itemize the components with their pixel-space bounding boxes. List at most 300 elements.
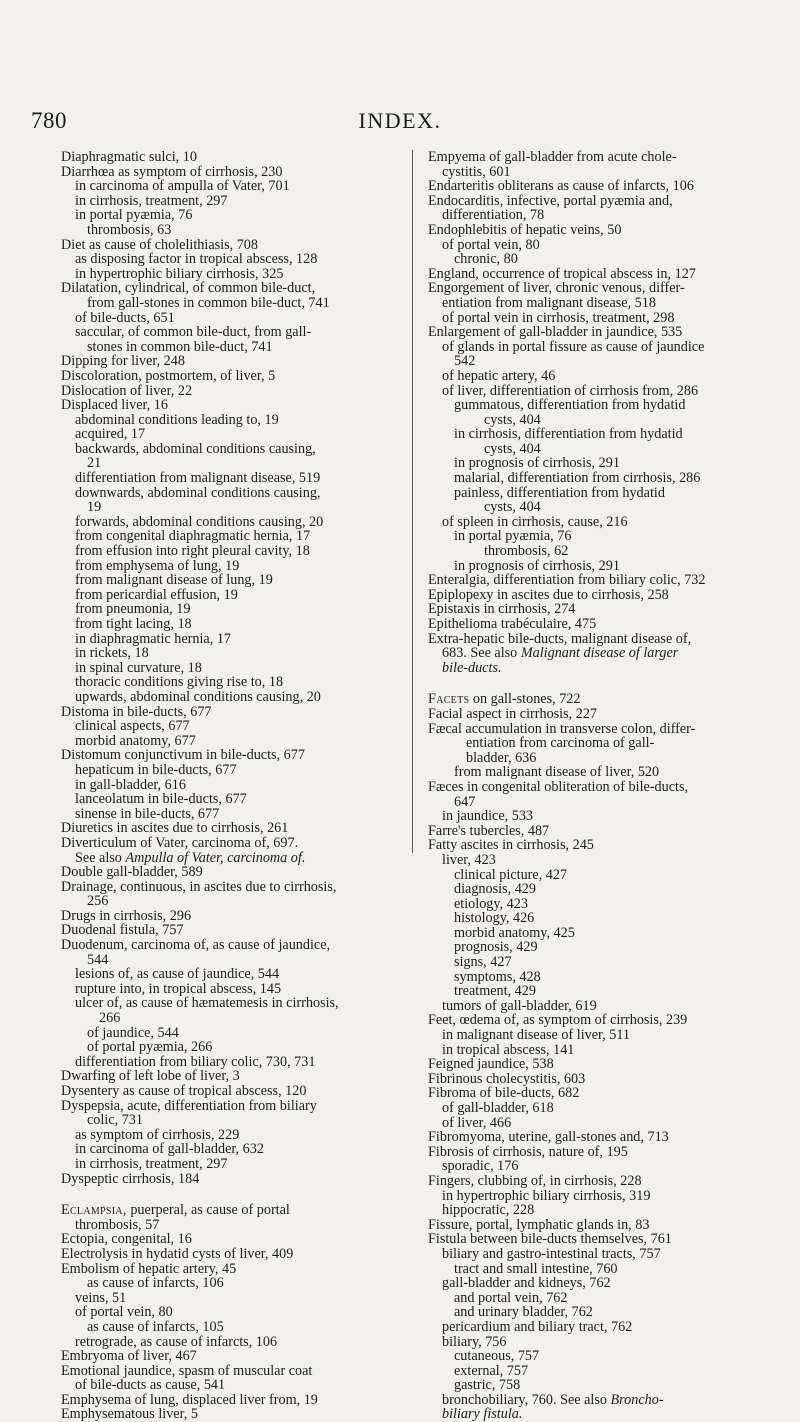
index-entry: [428, 897, 768, 912]
entry-text: lanceolatum in bile-ducts, 677: [75, 791, 247, 808]
entry-text: biliary, 756: [442, 1333, 507, 1350]
index-entry: [61, 194, 396, 209]
entry-text: chronic, 80: [454, 251, 518, 268]
entry-text: of liver, 466: [442, 1114, 512, 1131]
index-entry: [428, 1335, 768, 1350]
index-entry: [61, 1026, 396, 1041]
index-entry: [428, 340, 768, 355]
index-entry: [61, 865, 396, 880]
index-entry: [61, 1055, 396, 1070]
index-entry: [428, 736, 768, 751]
index-entry: [428, 1028, 768, 1043]
entry-text: bronchobiliary, 760. See also: [442, 1391, 611, 1408]
entry-text: and urinary bladder, 762: [454, 1304, 593, 1321]
index-entry: [61, 427, 396, 442]
entry-text: Drugs in cirrhosis, 296: [61, 907, 192, 924]
entry-text: Duodenal fistula, 757: [61, 922, 184, 939]
entry-text: in hypertrophic biliary cirrhosis, 325: [75, 265, 284, 282]
index-entry: [428, 809, 768, 824]
entry-text: in hypertrophic biliary cirrhosis, 319: [442, 1187, 651, 1204]
index-entry: [61, 734, 396, 749]
entry-text: Epistaxis in cirrhosis, 274: [428, 601, 576, 618]
section-gap: [61, 1186, 396, 1203]
entry-text: 19: [87, 499, 102, 516]
index-entry: [61, 1407, 396, 1422]
entry-text: etiology, 423: [454, 895, 528, 912]
index-entry: [428, 529, 768, 544]
index-entry: [61, 150, 396, 165]
running-head-title: INDEX.: [358, 108, 442, 133]
entry-text: differentiation, 78: [442, 207, 545, 224]
index-entry: [61, 909, 396, 924]
entry-text: of portal vein in cirrhosis, treatment, 298: [442, 309, 675, 326]
index-entry: [61, 1335, 396, 1350]
index-entry: [428, 707, 768, 722]
index-entry: [428, 369, 768, 384]
entry-text: Dilatation, cylindrical, of common bile-duct,: [61, 280, 316, 297]
entry-text: from effusion into right pleural cavity, 18: [75, 543, 310, 560]
index-entry: [61, 894, 396, 909]
entry-text: from emphysema of lung, 19: [75, 557, 240, 574]
index-entry: [428, 573, 768, 588]
entry-text: in cirrhosis, treatment, 297: [75, 192, 228, 209]
entry-text: in cirrhosis, differentiation from hydatid: [454, 426, 683, 443]
index-entry: [61, 296, 396, 311]
index-entry: [428, 442, 768, 457]
entry-text: from tight lacing, 18: [75, 616, 192, 632]
index-entry: [61, 500, 396, 515]
entry-text: backwards, abdominal conditions causing,: [75, 440, 316, 457]
entry-text: external, 757: [454, 1362, 529, 1379]
index-entry: [428, 751, 768, 766]
entry-text: cysts, 404: [484, 411, 541, 428]
index-entry: [61, 748, 396, 763]
index-entry: [428, 398, 768, 413]
index-entry: [61, 208, 396, 223]
entry-text: Fæces in congenital obliteration of bile-ducts,: [428, 778, 689, 795]
index-entry: [428, 1130, 768, 1145]
entry-text: Fibrosis of cirrhosis, nature of, 195: [428, 1143, 628, 1160]
entry-text: entiation from carcinoma of gall-: [466, 735, 655, 752]
entry-text: Endophlebitis of hepatic veins, 50: [428, 221, 622, 238]
index-entry: [61, 311, 396, 326]
cross-reference: biliary fistula.: [442, 1406, 523, 1422]
index-entry: [428, 179, 768, 194]
index-entry: [61, 384, 396, 399]
entry-text: Dipping for liver, 248: [61, 353, 185, 370]
cross-reference: bile-ducts.: [442, 659, 502, 676]
entry-text: abdominal conditions leading to, 19: [75, 411, 279, 428]
index-entry: [61, 661, 396, 676]
index-entry: [428, 325, 768, 340]
entry-text: tumors of gall-bladder, 619: [442, 997, 597, 1014]
entry-text: painless, differentiation from hydatid: [454, 484, 665, 501]
index-entry: [428, 208, 768, 223]
entry-text: lesions of, as cause of jaundice, 544: [75, 966, 280, 983]
entry-text: tract and small intestine, 760: [454, 1260, 618, 1277]
entry-text: in prognosis of cirrhosis, 291: [454, 455, 620, 472]
index-entry: [428, 238, 768, 253]
index-entry: [428, 1072, 768, 1087]
entry-text: signs, 427: [454, 954, 512, 971]
index-entry: [428, 999, 768, 1014]
entry-text: of bile-ducts as cause, 541: [75, 1377, 226, 1394]
entry-text: cysts, 404: [484, 440, 541, 457]
entry-text: in cirrhosis, treatment, 297: [75, 1155, 228, 1172]
entry-text: Emphysematous liver, 5: [61, 1406, 198, 1422]
index-entry: [61, 1157, 396, 1172]
entry-text: gummatous, differentiation from hydatid: [454, 397, 686, 414]
entry-text: Distomum conjunctivum in bile-ducts, 677: [61, 747, 305, 764]
index-entry: [61, 1320, 396, 1335]
index-entry: [61, 1011, 396, 1026]
entry-text: cystitis, 601: [442, 163, 511, 180]
index-entry: [428, 1145, 768, 1160]
entry-text: clinical aspects, 677: [75, 718, 190, 735]
index-entry: [428, 1174, 768, 1189]
index-entry: [428, 384, 768, 399]
index-entry: [61, 238, 396, 253]
index-entry: [428, 765, 768, 780]
entry-text: Duodenum, carcinoma of, as cause of jaundice,: [61, 937, 331, 954]
index-entry: [61, 967, 396, 982]
entry-text: Displaced liver, 16: [61, 397, 168, 414]
entry-text: from malignant disease of lung, 19: [75, 572, 273, 589]
entry-text: Diaphragmatic sulci, 10: [61, 149, 197, 165]
entry-text: and portal vein, 762: [454, 1289, 568, 1306]
entry-text: in malignant disease of liver, 511: [442, 1027, 631, 1044]
section-gap: [428, 675, 768, 692]
index-entry: [61, 646, 396, 661]
entry-text: acquired, 17: [75, 426, 146, 443]
index-entry: [61, 1172, 396, 1187]
entry-text: Discoloration, postmortem, of liver, 5: [61, 367, 276, 384]
index-entry: [428, 911, 768, 926]
page-header: [0, 104, 800, 144]
index-entry: [61, 471, 396, 486]
entry-text: thrombosis, 63: [87, 221, 172, 238]
entry-text: diagnosis, 429: [454, 881, 536, 898]
index-entry: [61, 1305, 396, 1320]
entry-text: Fingers, clubbing of, in cirrhosis, 228: [428, 1172, 642, 1189]
index-entry: [61, 953, 396, 968]
index-entry: [428, 1262, 768, 1277]
entry-text: malarial, differentiation from cirrhosis, 286: [454, 470, 701, 487]
index-entry: [428, 150, 768, 165]
index-entry: [61, 675, 396, 690]
index-entry: [428, 281, 768, 296]
entry-text: in prognosis of cirrhosis, 291: [454, 557, 620, 574]
entry-text: Diet as cause of cholelithiasis, 708: [61, 236, 258, 253]
index-entry: [428, 311, 768, 326]
entry-text: Epithelioma trabéculaire, 475: [428, 616, 597, 632]
index-entry: [428, 1189, 768, 1204]
entry-text: Fibroma of bile-ducts, 682: [428, 1085, 580, 1102]
entry-text: morbid anatomy, 677: [75, 732, 196, 749]
index-entry: [61, 1247, 396, 1262]
index-entry: [428, 252, 768, 267]
index-entry: [61, 544, 396, 559]
index-entry: [61, 369, 396, 384]
index-entry: [61, 486, 396, 501]
index-entry: [428, 882, 768, 897]
index-entry: [428, 722, 768, 737]
index-entry: [61, 1276, 396, 1291]
index-entry: [428, 795, 768, 810]
index-entry: [428, 926, 768, 941]
index-entry: [428, 853, 768, 868]
index-entry: [428, 559, 768, 574]
entry-text: 256: [87, 893, 109, 910]
entry-text: of jaundice, 544: [87, 1024, 179, 1041]
entry-text: histology, 426: [454, 910, 535, 927]
index-entry: [428, 1232, 768, 1247]
index-entry: [61, 719, 396, 734]
index-entry: [428, 955, 768, 970]
index-entry: [428, 1116, 768, 1131]
index-entry: [61, 1218, 396, 1233]
entry-text: Dislocation of liver, 22: [61, 382, 193, 399]
entry-text: from malignant disease of liver, 520: [454, 764, 660, 781]
entry-text: 21: [87, 455, 102, 472]
entry-text: colic, 731: [87, 1112, 143, 1129]
index-entry: [428, 1276, 768, 1291]
index-entry: [61, 1364, 396, 1379]
entry-text: Enteralgia, differentiation from biliary colic, 732: [428, 572, 706, 589]
index-entry: [61, 778, 396, 793]
entry-text: Diarrhœa as symptom of cirrhosis, 230: [61, 163, 283, 180]
entry-text: from gall-stones in common bile-duct, 741: [87, 294, 330, 311]
entry-text: symptoms, 428: [454, 968, 541, 985]
entry-text: gall-bladder and kidneys, 762: [442, 1275, 611, 1292]
index-entry: [428, 223, 768, 238]
entry-text: in tropical abscess, 141: [442, 1041, 575, 1058]
entry-text: 544: [87, 951, 109, 968]
index-entry: [61, 996, 396, 1011]
index-entry: [428, 1086, 768, 1101]
entry-text: of portal pyæmia, 266: [87, 1039, 213, 1056]
cross-reference: Broncho-: [610, 1391, 664, 1408]
entry-text: Dysentery as cause of tropical abscess, 120: [61, 1083, 307, 1099]
entry-text: Endarteritis obliterans as cause of infarcts, 106: [428, 178, 694, 195]
entry-text: Double gall-bladder, 589: [61, 864, 203, 881]
index-entry: [428, 1247, 768, 1262]
entry-text: hepaticum in bile-ducts, 677: [75, 761, 237, 778]
index-entry: [61, 340, 396, 355]
entry-text: in diaphragmatic hernia, 17: [75, 630, 232, 647]
entry-text: Fibrinous cholecystitis, 603: [428, 1070, 586, 1087]
index-entry: [428, 970, 768, 985]
index-entry: [61, 690, 396, 705]
index-entry: [61, 223, 396, 238]
entry-text: Electrolysis in hydatid cysts of liver, 409: [61, 1245, 294, 1262]
index-entry: [428, 1320, 768, 1335]
index-entry: [428, 427, 768, 442]
index-entry: [61, 938, 396, 953]
index-entry: [61, 1040, 396, 1055]
entry-text: Fæcal accumulation in transverse colon, differ-: [428, 720, 696, 737]
entry-text: of portal vein, 80: [442, 236, 540, 253]
entry-text: of gall-bladder, 618: [442, 1100, 554, 1116]
index-entry: [61, 1203, 396, 1218]
index-entry: [61, 325, 396, 340]
entry-text: pericardium and biliary tract, 762: [442, 1318, 633, 1335]
index-entry: [428, 940, 768, 955]
index-entry: [428, 354, 768, 369]
index-entry: [61, 559, 396, 574]
index-entry: [428, 1407, 768, 1422]
entry-text: Diverticulum of Vater, carcinoma of, 697.: [61, 834, 299, 851]
entry-lead-word: Eclampsia,: [61, 1202, 127, 1219]
index-entry: [428, 1291, 768, 1306]
index-entry: [428, 296, 768, 311]
index-entry: [61, 1099, 396, 1114]
entry-text: Extra-hepatic bile-ducts, malignant disease of,: [428, 630, 692, 647]
entry-text: Fatty ascites in cirrhosis, 245: [428, 837, 594, 854]
index-entry: [428, 1364, 768, 1379]
entry-text: Epiplopexy in ascites due to cirrhosis, 258: [428, 586, 669, 603]
entry-text: Drainage, continuous, in ascites due to cirrhosis,: [61, 878, 337, 895]
entry-text: differentiation from malignant disease, 519: [75, 470, 321, 487]
index-entry: [61, 1113, 396, 1128]
index-entry: [61, 179, 396, 194]
entry-text: liver, 423: [442, 851, 496, 868]
index-entry: [428, 868, 768, 883]
entry-text: from congenital diaphragmatic hernia, 17: [75, 528, 311, 545]
index-entry: [428, 456, 768, 471]
entry-text: hippocratic, 228: [442, 1202, 535, 1219]
page-number: 780: [31, 108, 67, 133]
entry-text: from pericardial effusion, 19: [75, 586, 238, 603]
index-entry: [61, 281, 396, 296]
index-entry: [428, 617, 768, 632]
index-entry: [61, 792, 396, 807]
index-entry: [61, 763, 396, 778]
entry-text: cysts, 404: [484, 499, 541, 516]
index-entry: [61, 617, 396, 632]
entry-text: veins, 51: [75, 1289, 127, 1306]
index-column-left: [61, 150, 396, 1422]
entry-text: as cause of infarcts, 106: [87, 1275, 224, 1292]
entry-text: sporadic, 176: [442, 1158, 519, 1175]
entry-text: as cause of infarcts, 105: [87, 1318, 224, 1335]
index-entry: [428, 1159, 768, 1174]
entry-text: in portal pyæmia, 76: [75, 207, 193, 224]
index-entry: [61, 602, 396, 617]
entry-text: stones in common bile-duct, 741: [87, 338, 273, 355]
entry-text: Ectopia, congenital, 16: [61, 1231, 192, 1248]
index-entry: [61, 1349, 396, 1364]
entry-text: thrombosis, 62: [484, 543, 569, 560]
column-divider: [412, 150, 413, 853]
entry-text: in portal pyæmia, 76: [454, 528, 572, 545]
entry-text: Dyspepsia, acute, differentiation from biliary: [61, 1097, 317, 1114]
index-entry: [428, 1218, 768, 1233]
entry-lead-word: Facets: [428, 691, 470, 708]
entry-text: downwards, abdominal conditions causing,: [75, 484, 321, 501]
index-entry: [61, 165, 396, 180]
entry-text: thoracic conditions giving rise to, 18: [75, 674, 284, 691]
index-entry: [61, 442, 396, 457]
index-entry: [61, 413, 396, 428]
entry-text: Dwarfing of left lobe of liver, 3: [61, 1068, 240, 1085]
index-entry: [61, 529, 396, 544]
index-entry: [61, 1069, 396, 1084]
entry-text: in spinal curvature, 18: [75, 659, 202, 676]
entry-text: Enlargement of gall-bladder in jaundice, 535: [428, 324, 683, 341]
entry-text: Emphysema of lung, displaced liver from, 19: [61, 1391, 318, 1408]
index-entry: [428, 1013, 768, 1028]
index-entry: [61, 398, 396, 413]
entry-text: in carcinoma of ampulla of Vater, 701: [75, 178, 290, 195]
index-entry: [428, 1057, 768, 1072]
entry-text: retrograde, as cause of infarcts, 106: [75, 1333, 278, 1350]
index-entry: [61, 1393, 396, 1408]
index-entry: [61, 1142, 396, 1157]
entry-text: biliary and gastro-intestinal tracts, 757: [442, 1245, 661, 1262]
index-entry: [428, 1043, 768, 1058]
index-entry: [428, 500, 768, 515]
index-entry: [61, 982, 396, 997]
index-entry: [428, 588, 768, 603]
entry-text: cutaneous, 757: [454, 1348, 540, 1365]
entry-text: of glands in portal fissure as cause of jaundice: [442, 338, 705, 355]
index-entry: [61, 880, 396, 895]
index-entry: [61, 836, 396, 851]
entry-text: of liver, differentiation of cirrhosis from, 286: [442, 382, 699, 399]
entry-text: treatment, 429: [454, 983, 536, 1000]
index-entry: [428, 1378, 768, 1393]
index-entry: [428, 632, 768, 647]
index-entry: [61, 456, 396, 471]
entry-text: of spleen in cirrhosis, cause, 216: [442, 513, 628, 530]
index-entry: [61, 1291, 396, 1306]
index-entry: [428, 838, 768, 853]
index-entry: [61, 354, 396, 369]
entry-text: Fissure, portal, lymphatic glands in, 83: [428, 1216, 650, 1233]
entry-text: of portal vein, 80: [75, 1304, 173, 1321]
index-entry: [428, 1349, 768, 1364]
entry-text: as disposing factor in tropical abscess, 128: [75, 251, 318, 268]
entry-text: Dyspeptic cirrhosis, 184: [61, 1170, 200, 1187]
entry-text: Embryoma of liver, 467: [61, 1348, 197, 1365]
entry-text: Endocarditis, infective, portal pyæmia and,: [428, 192, 673, 209]
entry-text: forwards, abdominal conditions causing, 20: [75, 513, 324, 530]
entry-text: sinense in bile-ducts, 677: [75, 805, 220, 822]
cross-reference: Ampulla of Vater, carcinoma of.: [125, 849, 306, 866]
index-entry: [61, 807, 396, 822]
entry-text: Emotional jaundice, spasm of muscular coat: [61, 1362, 313, 1379]
index-entry: [61, 1378, 396, 1393]
entry-text: morbid anatomy, 425: [454, 924, 575, 941]
entry-text: of hepatic artery, 46: [442, 367, 556, 384]
index-entry: [61, 705, 396, 720]
index-entry: [428, 544, 768, 559]
entry-text: in rickets, 18: [75, 645, 149, 662]
cross-reference: Malignant disease of larger: [520, 645, 679, 662]
entry-text: See also: [75, 849, 126, 866]
index-entry: [428, 646, 768, 661]
index-entry: [428, 692, 768, 707]
index-entry: [428, 780, 768, 795]
entry-text: upwards, abdominal conditions causing, 20: [75, 688, 321, 705]
index-entry: [428, 1305, 768, 1320]
index-entry: [61, 1128, 396, 1143]
index-entry: [428, 1101, 768, 1116]
index-entry: [428, 824, 768, 839]
entry-text: Empyema of gall-bladder from acute chole-: [428, 149, 677, 165]
entry-text: bladder, 636: [466, 749, 537, 766]
